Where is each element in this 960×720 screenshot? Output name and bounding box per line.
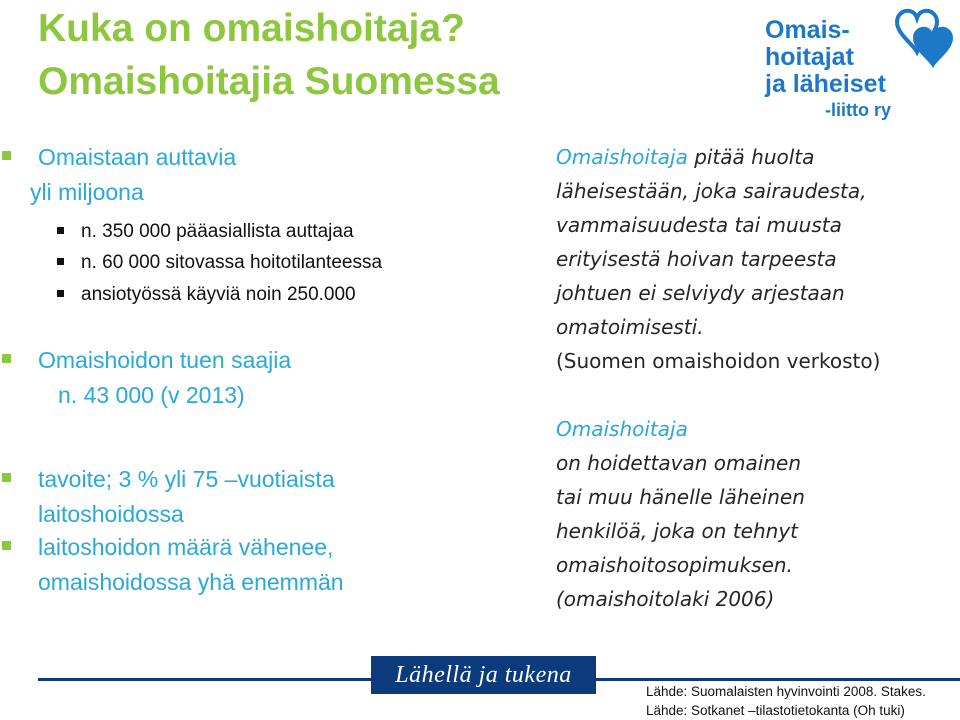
- logo-line-2: hoitajat: [765, 43, 854, 71]
- definition-text: johtuen ei selviydy arjestaan: [556, 281, 845, 305]
- sub-bullet-text: n. 350 000 pääasiallista auttajaa: [81, 221, 354, 242]
- sub-bullet-text: n. 60 000 sitovassa hoitotilanteessa: [81, 252, 383, 273]
- bullet-tavoite: [0, 462, 335, 532]
- logo-line-4: -liitto ry: [825, 100, 891, 120]
- heart-icon: [897, 11, 953, 68]
- title-line-2: Omaishoitajia Suomessa: [38, 60, 500, 103]
- sub-bullet-text: ansiotyössä käyviä noin 250.000: [81, 284, 356, 305]
- definition-term: Omaishoitaja: [556, 417, 688, 441]
- bullet-square-icon: [2, 473, 11, 482]
- bullet-text-cont: yli miljoona: [30, 179, 144, 205]
- sub-bullet-square-icon: [57, 290, 64, 297]
- definition-1-first-line: [556, 140, 956, 174]
- definition-text: pitää huolta: [687, 145, 815, 169]
- logo-line-1: Omais-: [765, 16, 850, 44]
- bullet-text: laitoshoidon määrä vähenee,: [38, 534, 334, 560]
- bullet-text-cont: omaishoidossa yhä enemmän: [38, 569, 344, 595]
- definition-text: omatoimisesti.: [556, 315, 704, 339]
- slide-title: [38, 2, 500, 108]
- definition-term: Omaishoitaja: [556, 145, 688, 169]
- bullet-text: Omaishoidon tuen saajia: [38, 347, 292, 373]
- sub-bullet-2: [0, 247, 382, 278]
- title-line-1: Kuka on omaishoitaja?: [38, 7, 465, 50]
- bullet-laitoshoidon-maara: [0, 530, 344, 600]
- bullet-text-cont: laitoshoidossa: [38, 501, 184, 527]
- bullet-text-cont: n. 43 000 (v 2013): [58, 382, 245, 408]
- footer-rule-left: [38, 678, 371, 681]
- definition-text: on hoidettavan omainen: [556, 451, 801, 475]
- sub-bullet-3: [0, 279, 356, 310]
- source-line-1: Lähde: Suomalaisten hyvinvointi 2008. Stakes.: [646, 684, 926, 699]
- bullet-text: Omaistaan auttavia: [38, 144, 237, 170]
- spacer: [556, 378, 956, 412]
- definitions-panel: [556, 140, 956, 616]
- sub-bullet-square-icon: [57, 258, 64, 265]
- definition-source: (omaishoitolaki 2006): [556, 587, 775, 611]
- sub-bullet-square-icon: [57, 227, 64, 234]
- logo-line-3: ja läheiset: [765, 70, 886, 98]
- bullet-omaistaan-auttavia: [0, 140, 236, 210]
- bullet-square-icon: [2, 541, 11, 550]
- sub-bullet-1: [0, 216, 354, 247]
- source-notes: [646, 682, 926, 720]
- definition-text: tai muu hänelle läheinen: [556, 485, 805, 509]
- brand-banner: Lähellä ja tukena: [371, 656, 596, 694]
- bullet-square-icon: [2, 354, 11, 363]
- definition-text: henkilöä, joka on tehnyt: [556, 519, 798, 543]
- definition-text: läheisestään, joka sairaudesta,: [556, 179, 867, 203]
- definition-text: omaishoitosopimuksen.: [556, 553, 793, 577]
- omaishoitajat-logo: [745, 2, 955, 122]
- source-line-2: Lähde: Sotkanet –tilastotietokanta (Oh tuki): [646, 703, 905, 718]
- bullet-omaishoidon-tuen-saajia: [0, 343, 291, 413]
- bullet-square-icon: [2, 151, 11, 160]
- definition-source: (Suomen omaishoidon verkosto): [556, 349, 881, 373]
- bullet-text: tavoite; 3 % yli 75 –vuotiaista: [38, 466, 335, 492]
- footer-rule-right: [596, 678, 960, 681]
- definition-text: vammaisuudesta tai muusta: [556, 213, 842, 237]
- definition-text: erityisestä hoivan tarpeesta: [556, 247, 837, 271]
